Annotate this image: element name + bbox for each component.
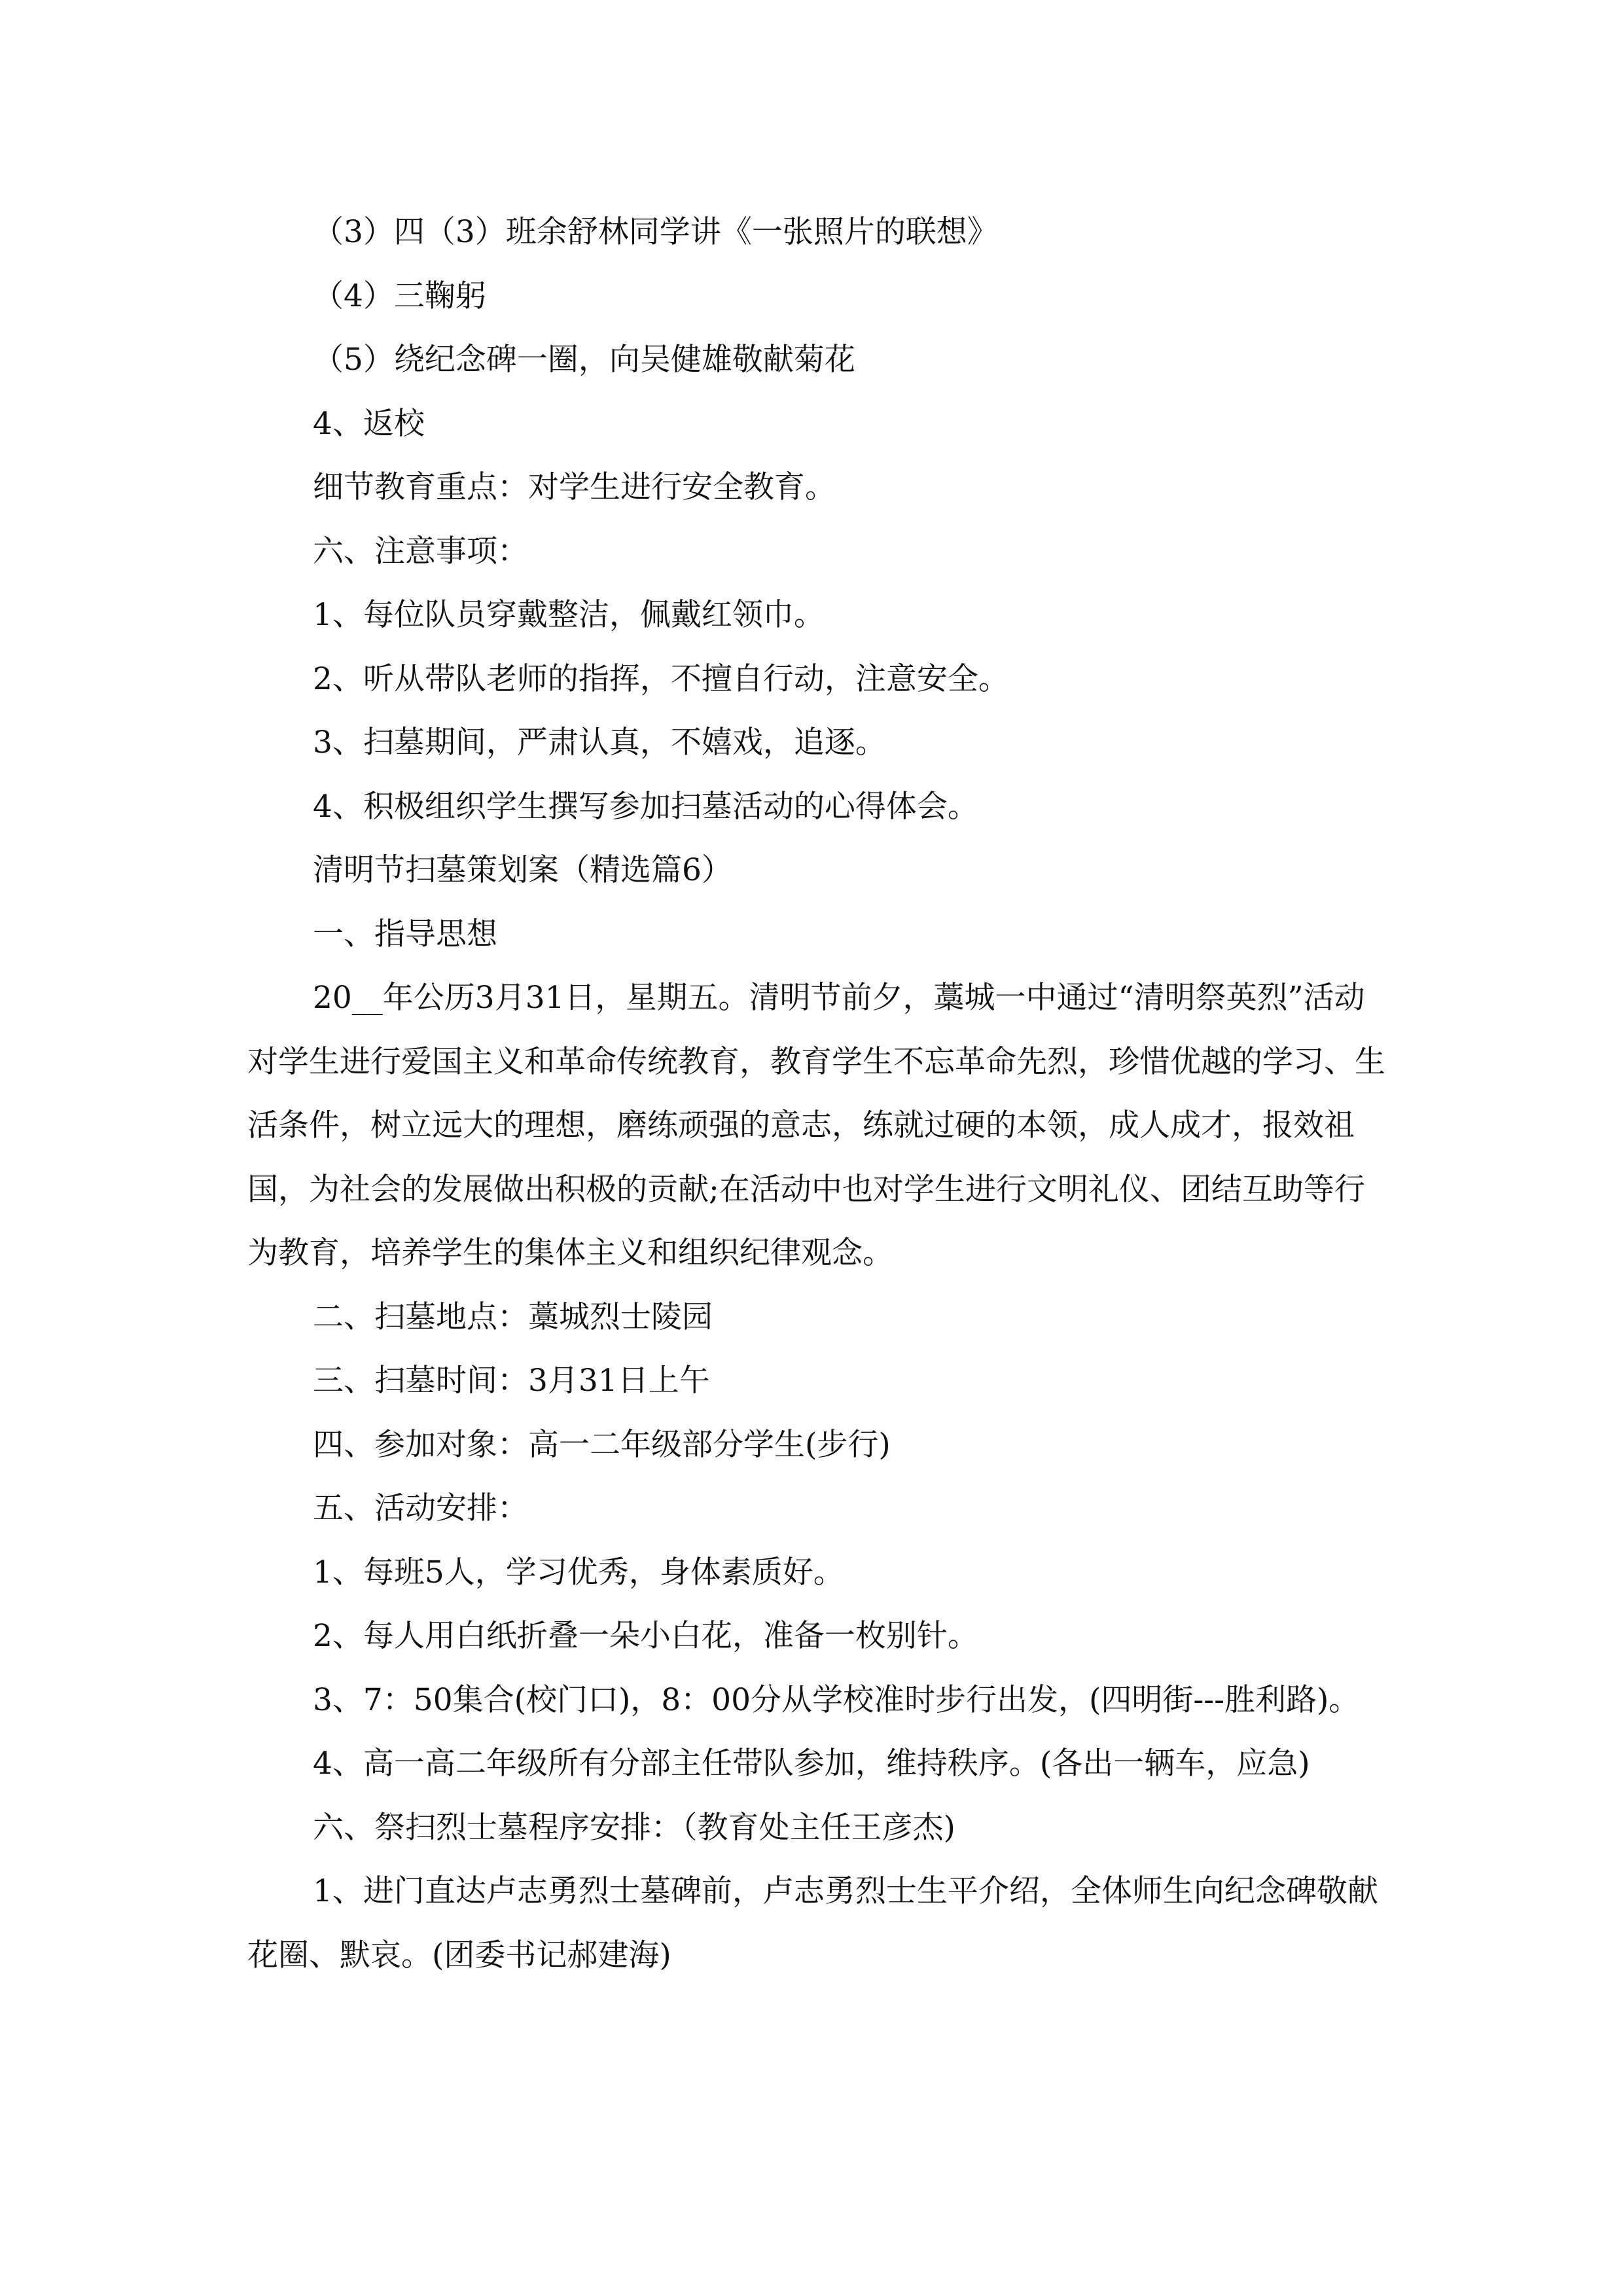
paragraph: （5）绕纪念碑一圈，向吴健雄敬献菊花 xyxy=(313,342,855,378)
section-heading: 六、注意事项： xyxy=(313,533,528,569)
paragraph: 20__年公历3月31日，星期五。清明节前夕，藁城一中通过“清明祭英烈”活动对学生进行爱国主义和革命传统教育，教育学生不忘革命先烈，珍惜优越的学习、生活条件，树立远大的理想，磨练顽强的意志，练就过硬的本领，成人成才，报效祖国，为社会的发展做出积极的贡献;在活动中也对学生进行文明礼仪、团结互助等行为教育，培养学生的集体主义和组织纪律观念。 xyxy=(247,980,1385,1271)
paragraph: （4）三鞠躬 xyxy=(313,278,486,314)
paragraph: 二、扫墓地点：藁城烈士陵园 xyxy=(313,1299,713,1335)
paragraph: 2、每人用白纸折叠一朵小白花，准备一枚别针。 xyxy=(313,1618,978,1654)
paragraph: 3、扫墓期间，严肃认真，不嬉戏，追逐。 xyxy=(313,725,886,761)
paragraph: 2、听从带队老师的指挥，不擅自行动，注意安全。 xyxy=(313,660,1009,697)
paragraph: 1、进门直达卢志勇烈士墓碑前，卢志勇烈士生平介绍，全体师生向纪念碑敬献花圈、默哀。(团委书记郝建海) xyxy=(247,1873,1378,1973)
paragraph: 1、每班5人，学习优秀，身体素质好。 xyxy=(313,1554,844,1590)
section-heading: 六、祭扫烈士墓程序安排：（教育处主任王彦杰) xyxy=(313,1809,955,1846)
paragraph: 细节教育重点：对学生进行安全教育。 xyxy=(313,469,836,505)
section-heading: 五、活动安排： xyxy=(313,1490,528,1526)
paragraph: 4、积极组织学生撰写参加扫墓活动的心得体会。 xyxy=(313,788,978,825)
paragraph: 4、高一高二年级所有分部主任带队参加，维持秩序。(各出一辆车，应急) xyxy=(313,1746,1310,1782)
paragraph: 四、参加对象：高一二年级部分学生(步行) xyxy=(313,1426,891,1463)
paragraph: 3、7：50集合(校门口)，8：00分从学校准时步行出发，(四明街---胜利路)。 xyxy=(313,1681,1360,1718)
paragraph: （3）四（3）班余舒林同学讲《一张照片的联想》 xyxy=(313,214,998,250)
section-heading: 一、指导思想 xyxy=(313,916,497,952)
document-body xyxy=(247,200,1389,1987)
article-title: 清明节扫墓策划案（精选篇6） xyxy=(313,852,732,888)
paragraph: 4、返校 xyxy=(313,405,425,442)
paragraph: 1、每位队员穿戴整洁，佩戴红领巾。 xyxy=(313,597,825,633)
paragraph: 三、扫墓时间：3月31日上午 xyxy=(313,1363,710,1399)
